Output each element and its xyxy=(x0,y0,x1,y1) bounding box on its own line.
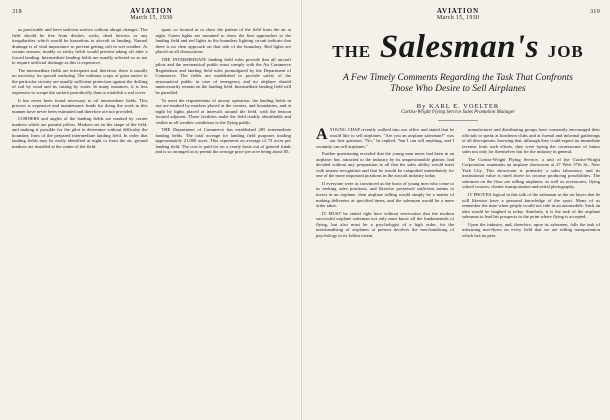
left-col2-paragraph: THE Department of Commerce has established 285 intermediate landing fields. The total acreage for landing field purposes totaling approximately 21,000 acres. This represents an average of 73 acres per landing field. The cost is paid for on a yearly basis out of general funds and is so arranged as to permit the average price per acre being about $5. xyxy=(155,127,291,155)
drop-cap: A xyxy=(316,126,328,143)
title-prefix: THE xyxy=(332,42,372,61)
right-journal-name: AVIATION xyxy=(436,7,480,15)
left-col2-paragraph: apart, so located as to show the pattern of the field from the air at night. Green lights are mounted to show the best approaches to the landing field and red lights in the boundary lighting circuit indicate that there is no clear approach on that side of the boundary. Red lights are placed on all obstructions. xyxy=(155,27,291,55)
left-column-1 xyxy=(12,27,148,157)
right-columns xyxy=(316,127,600,240)
left-col2-paragraph: To meet the requirements of airway operation, the landing fields in use are marked by markers placed at the corners, and boundaries, and at night by lights placed at intervals around the field, with the beacon located adjacent. These facilities make the field readily identifiable and visible in all weather conditions to the flying public. xyxy=(155,97,291,125)
author-role: Curtiss-Wright Flying Service Sales Promotion Manager xyxy=(401,110,515,115)
title-word: Salesman's xyxy=(379,29,539,65)
right-column-1 xyxy=(316,127,454,240)
right-col1-paragraph: YOUNG CHAP recently walked into our office and stated that he would like to sell airplanes. "Are you an airplane salesman?" was our first question. "No," he replied, "but I can sell anything, and I certainly can sell airplanes." xyxy=(316,127,454,149)
left-col1-paragraph: The intermediate fields are infrequent and, therefore, there is usually no necessity for special surfacing. The ordinary crops of grass native to the particular vicinity are usually sufficient protection against the drifting of soil by wind and its cutting by water. In many instances, it is less expensive to scrape the surface periodically than to establish a sod cover. xyxy=(12,67,148,96)
left-masthead xyxy=(130,8,172,22)
right-col2-paragraph: manufacturer and distributing groups have constantly encouraged their officials to speak at luncheon clubs and at formal and informal gatherings of all descriptions, knowing that, although they could expect no immediate revenue from such efforts, they were laying the cornerstones of future sales not only for themselves but for the industry in general. xyxy=(462,127,600,155)
right-col1-paragraph: IT MUST be stated right here without reservation that the modern successful airplane salesman not only must know all the fundamentals of flying, but also must be a psychologist of a high order, for the merchandising of airplanes at present involves the merchandising of psychology to its fullest extent. xyxy=(316,210,454,238)
left-page xyxy=(0,0,302,420)
right-col2-paragraph: Upon the industry, and, therefore, upon its salesmen, falls the task of informing non-flyers on every field that we are selling transportation which has no peer. xyxy=(462,221,600,238)
header-divider xyxy=(438,120,478,121)
right-col2-paragraph: The Curtiss-Wright Flying Service, a unit of the Curtiss-Wright Corporation, maintains an airplane showroom at 27 West 57th St., New York City. This showroom is primarily a sales laboratory, and its institutional value is rated above its income producing possibilities. The salesmen on the floor are selling airplanes, as well as accessories, flying school courses, charter transportation and aerial photography. xyxy=(462,156,600,190)
article-subtitle: A Few Timely Comments Regarding the Task That Confronts Those Who Desire to Sell Airplanes xyxy=(343,73,573,94)
right-col1-paragraph: Further questioning revealed that the young man never had been in an airplane; but, attracted to the industry by its unquestionable glamor, had decided without any preparation at all that his sales ability would meet with instant recognition and that he would be catapulted immediately for one of the more important positions in the aircraft industry today. xyxy=(316,151,454,179)
article-byline: By KARL E. VOELTER xyxy=(416,103,500,110)
left-running-head xyxy=(12,8,291,22)
left-col1-paragraph: It has never been found necessary to oil intermediate fields. This process is expensive and maintenance funds for doing the work in this manner have never been estimated and therefore are not provided. xyxy=(12,97,148,114)
right-masthead xyxy=(437,8,479,22)
left-column-2 xyxy=(156,27,292,157)
left-col2-paragraph: THE INTERMEDIATE landing field rules provide that all aircraft pilots and the aeronautical public must comply with the Air Commerce Regulations and landing field rules promulgated by the Department of Commerce. The fields are established to provide safety of the aeronautical public in case of emergency and no airplane should unnecessarily remain on the landing field. Intermediate landing field will be patrolled. xyxy=(155,56,291,96)
right-col1-paragraph: If everyone were as convinced as the hosts of young men who come to us seeking sales positions, and likewise possessed sufficient means to invest in an airplane, then airplane selling would simply be a matter of making deliveries at specified times, and the salesman would be a mere order taker. xyxy=(316,180,454,209)
left-col1-paragraph: CORNERS and angles of the landing fields are marked by corner markers which are painted yellow. Markers set on the shape of the field, and making it possible for the pilot to determine without difficulty the boundary lines of the prepared intermediate landing field. In order that landing fields may be easily identified at night or from the air, ground markers are installed at the center of the field. xyxy=(12,116,148,149)
left-page-number: 318 xyxy=(12,9,22,15)
left-journal-name: AVIATION xyxy=(130,7,173,15)
left-col1-paragraph: as practicable and have uniform surface without abrupt changes. The field should be free from ditches, rocks, dead furrows or any irregularities which would be hazardous to aircraft in landing. Natural drainage is of vital importance to prevent getting soft in wet weather. At certain seasons, muddy or sticky fields would prevent taking off after a forced landing. Intermediate landing fields are usually selected so as not to require artificial drainage as this is expensive. xyxy=(12,27,148,66)
right-column-2 xyxy=(462,127,600,240)
article-title xyxy=(316,28,600,71)
right-issue-date: March 15, 1930 xyxy=(436,15,480,21)
article-header xyxy=(316,28,600,121)
right-col2-paragraph: IT PROVES logical in this talk of the salesman to the air buyer that he will likewise have a personal knowledge of the sport. Many of us remember the time when people would not ride in an automobile. Such an idea would be laughed at today. Similarly, it is the task of the airplane salesman to lead his prospects to the point where flying is accepted. xyxy=(462,192,600,220)
right-page-number: 319 xyxy=(590,9,600,15)
right-running-head xyxy=(316,8,600,22)
left-columns xyxy=(12,27,291,157)
right-page xyxy=(306,0,610,420)
left-issue-date: March 15, 1930 xyxy=(130,15,173,21)
title-suffix: JOB xyxy=(547,42,584,61)
